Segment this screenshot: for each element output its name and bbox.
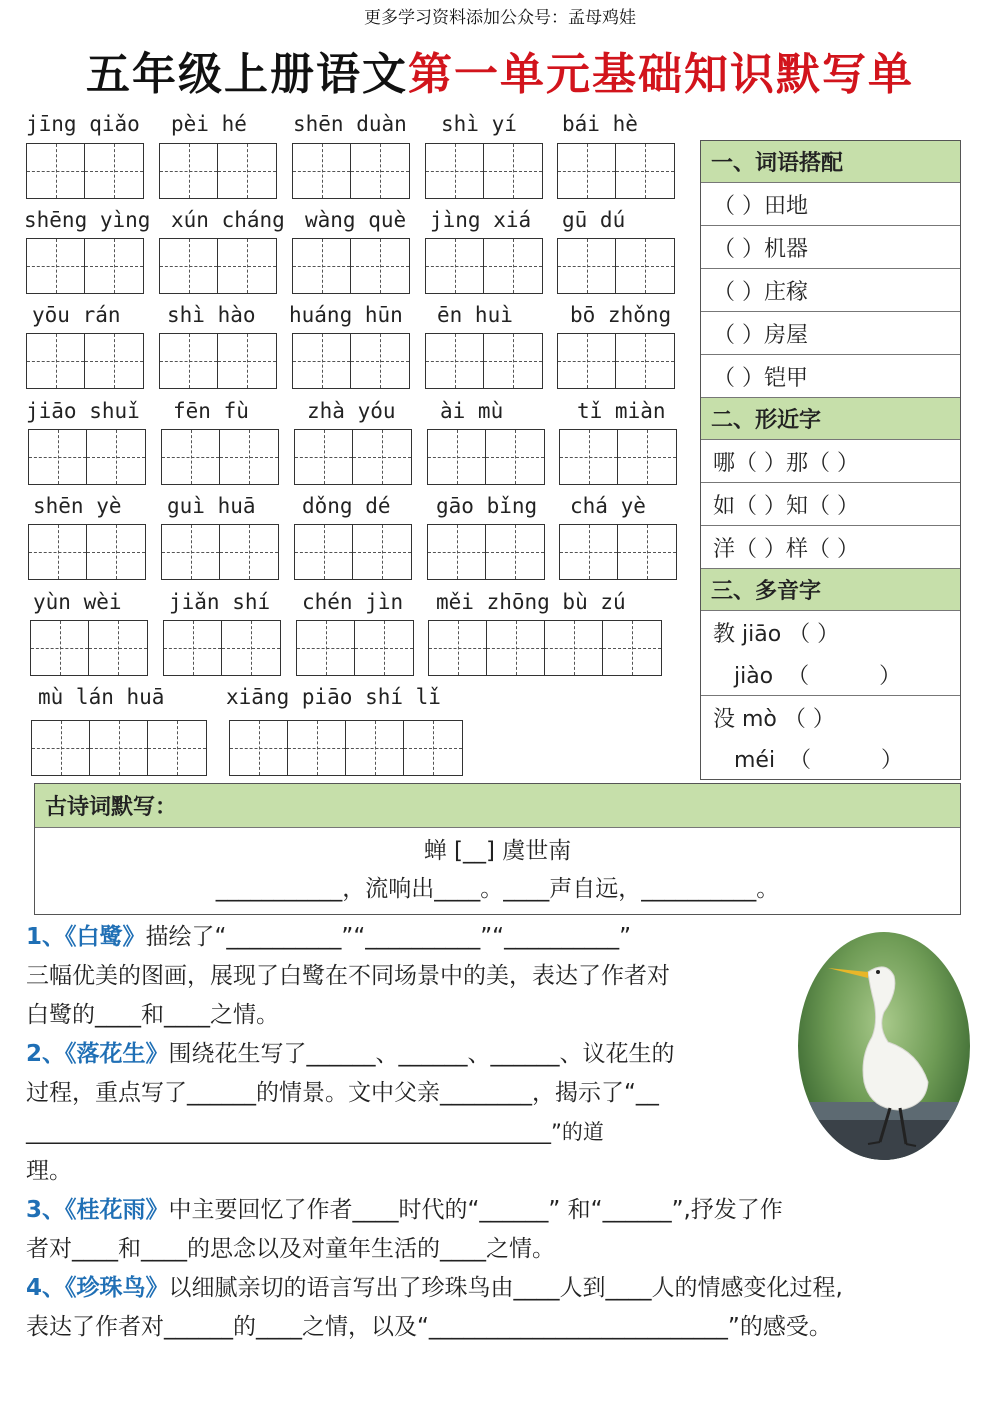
question-text[interactable]: 围绕花生写了______、______、______、议花生的 [168, 1041, 675, 1067]
pinyin-label: xiāng piāo shí lǐ [226, 685, 441, 709]
poem-heading: 古诗词默写： [35, 784, 960, 828]
title-black: 五年级上册语文 [86, 49, 408, 100]
pinyin-label: huáng hūn [289, 303, 403, 327]
pinyin-label: shì hào [167, 303, 256, 327]
polyphone-item[interactable]: méi （ ） [713, 748, 903, 773]
collocation-item[interactable]: （ ）机器 [701, 226, 960, 269]
question-text[interactable]: 中主要回忆了作者____时代的“______” 和“______”,抒发了作 [168, 1197, 783, 1223]
writing-grid[interactable] [30, 620, 148, 676]
writing-grid[interactable] [159, 238, 277, 294]
pinyin-label: jìng xiá [430, 208, 532, 232]
egret-icon [798, 932, 970, 1160]
writing-grid[interactable] [31, 720, 207, 776]
question-number: 4、 [26, 1275, 66, 1301]
pinyin-label: shēng yìng [24, 208, 151, 232]
writing-grid[interactable] [292, 238, 410, 294]
pinyin-label: měi zhōng bù zú [436, 590, 626, 614]
pinyin-label: jiǎn shí [169, 590, 271, 614]
writing-grid[interactable] [427, 524, 545, 580]
pinyin-label: chén jìn [302, 590, 404, 614]
question-1-line-3[interactable]: 白鹭的____和____之情。 [26, 1002, 279, 1028]
exercise-panel [700, 140, 961, 780]
pinyin-label: dǒng dé [302, 494, 391, 518]
pinyin-label: ēn huì [437, 303, 513, 327]
egret-photo [798, 932, 970, 1160]
writing-grid[interactable] [159, 143, 277, 199]
writing-grid[interactable] [425, 333, 543, 389]
writing-grid[interactable] [294, 524, 412, 580]
writing-grid[interactable] [26, 333, 144, 389]
pinyin-label: ài mù [440, 399, 504, 423]
pinyin-label: wàng què [305, 208, 407, 232]
writing-grid[interactable] [28, 429, 146, 485]
writing-grid[interactable] [161, 429, 279, 485]
similar-char-item[interactable]: 如（ ）知（ ） [701, 483, 960, 526]
writing-grid[interactable] [559, 429, 677, 485]
question-2-line-1 [26, 1035, 675, 1073]
writing-grid[interactable] [425, 238, 543, 294]
pinyin-label: mù lán huā [38, 685, 165, 709]
pinyin-label: fēn fù [173, 399, 249, 423]
title-red: 第一单元基础知识默写单 [408, 49, 914, 100]
writing-grid[interactable] [557, 333, 675, 389]
pinyin-label: gāo bǐng [436, 494, 538, 518]
writing-grid[interactable] [26, 143, 144, 199]
writing-grid[interactable] [28, 524, 146, 580]
writing-grid[interactable] [292, 143, 410, 199]
question-text[interactable]: 以细腻亲切的语言写出了珍珠鸟由____人到____人的情感变化过程, [168, 1275, 843, 1301]
pinyin-label: yùn wèi [33, 590, 122, 614]
pinyin-label: tǐ miàn [577, 399, 666, 423]
writing-grid[interactable] [294, 429, 412, 485]
writing-grid[interactable] [428, 620, 662, 676]
pinyin-label: chá yè [570, 494, 646, 518]
book-title: 《桂花雨》 [65, 1197, 169, 1223]
book-title: 《珍珠鸟》 [65, 1275, 169, 1301]
question-number: 3、 [26, 1197, 66, 1223]
question-4-line-1 [26, 1269, 843, 1307]
question-3-line-1 [26, 1191, 783, 1229]
pinyin-label: xún cháng [171, 208, 285, 232]
writing-grid[interactable] [161, 524, 279, 580]
question-2-line-4: 理。 [26, 1158, 72, 1184]
poem-line[interactable]: ___________，流响出____。____声自远，__________。 [215, 876, 780, 902]
page-title [0, 38, 1000, 102]
panel-heading-similar: 二、形近字 [701, 398, 960, 440]
writing-grid[interactable] [292, 333, 410, 389]
pinyin-label: bō zhǒng [570, 303, 672, 327]
collocation-item[interactable]: （ ）田地 [701, 183, 960, 226]
pinyin-label: pèi hé [171, 112, 247, 136]
collocation-item[interactable]: （ ）房屋 [701, 312, 960, 355]
pinyin-label: shēn duàn [293, 112, 407, 136]
question-2-line-2[interactable]: 过程，重点写了______的情景。文中父亲________，揭示了“__ [26, 1080, 659, 1106]
pinyin-label: shēn yè [33, 494, 122, 518]
question-number: 2、 [26, 1041, 66, 1067]
polyphone-item[interactable]: 教 jiāo （ ） [713, 621, 840, 647]
poem-title: 蝉 [__] 虞世南 [423, 838, 572, 864]
pinyin-label: jiāo shuǐ [26, 399, 140, 423]
similar-char-item[interactable]: 哪（ ）那（ ） [701, 440, 960, 483]
writing-grid[interactable] [26, 238, 144, 294]
writing-grid[interactable] [557, 143, 675, 199]
pinyin-label: yōu rán [32, 303, 121, 327]
pinyin-label: bái hè [562, 112, 638, 136]
polyphone-item[interactable]: 没 mò （ ） [713, 706, 835, 732]
writing-grid[interactable] [296, 620, 414, 676]
pinyin-label: zhà yóu [307, 399, 396, 423]
question-2-line-3[interactable]: __________________________________________________”的道 [26, 1120, 604, 1144]
writing-grid[interactable] [229, 720, 463, 776]
pinyin-label: shì yí [441, 112, 517, 136]
similar-char-item[interactable]: 洋（ ）样（ ） [701, 526, 960, 569]
pinyin-label: guì huā [167, 494, 256, 518]
panel-heading-polyphone: 三、多音字 [701, 569, 960, 611]
panel-heading-collocation: 一、词语搭配 [701, 141, 960, 183]
writing-grid[interactable] [159, 333, 277, 389]
question-1-line-1 [26, 918, 631, 956]
polyphone-item[interactable]: jiào （ ） [701, 653, 960, 696]
question-text[interactable]: 描绘了“__________”“__________”“__________” [145, 924, 632, 950]
writing-grid[interactable] [557, 238, 675, 294]
poem-dictation-box [34, 783, 961, 915]
collocation-item[interactable]: （ ）铠甲 [701, 355, 960, 398]
writing-grid[interactable] [559, 524, 677, 580]
pinyin-label: gū dú [562, 208, 626, 232]
book-title: 《落花生》 [65, 1041, 169, 1067]
book-title: 《白鹭》 [65, 924, 146, 950]
collocation-item[interactable]: （ ）庄稼 [701, 269, 960, 312]
question-3-line-2[interactable]: 者对____和____的思念以及对童年生活的____之情。 [26, 1236, 555, 1262]
writing-grid[interactable] [427, 429, 545, 485]
top-note: 更多学习资料添加公众号：孟母鸡娃 [364, 8, 636, 28]
question-4-line-2[interactable]: 表达了作者对______的____之情，以及“__________________________”的感受。 [26, 1314, 832, 1340]
question-number: 1、 [26, 924, 66, 950]
question-1-line-2: 三幅优美的图画，展现了白鹭在不同场景中的美，表达了作者对 [26, 963, 670, 989]
writing-grid[interactable] [425, 143, 543, 199]
writing-grid[interactable] [163, 620, 281, 676]
pinyin-label: jīng qiǎo [26, 112, 140, 136]
